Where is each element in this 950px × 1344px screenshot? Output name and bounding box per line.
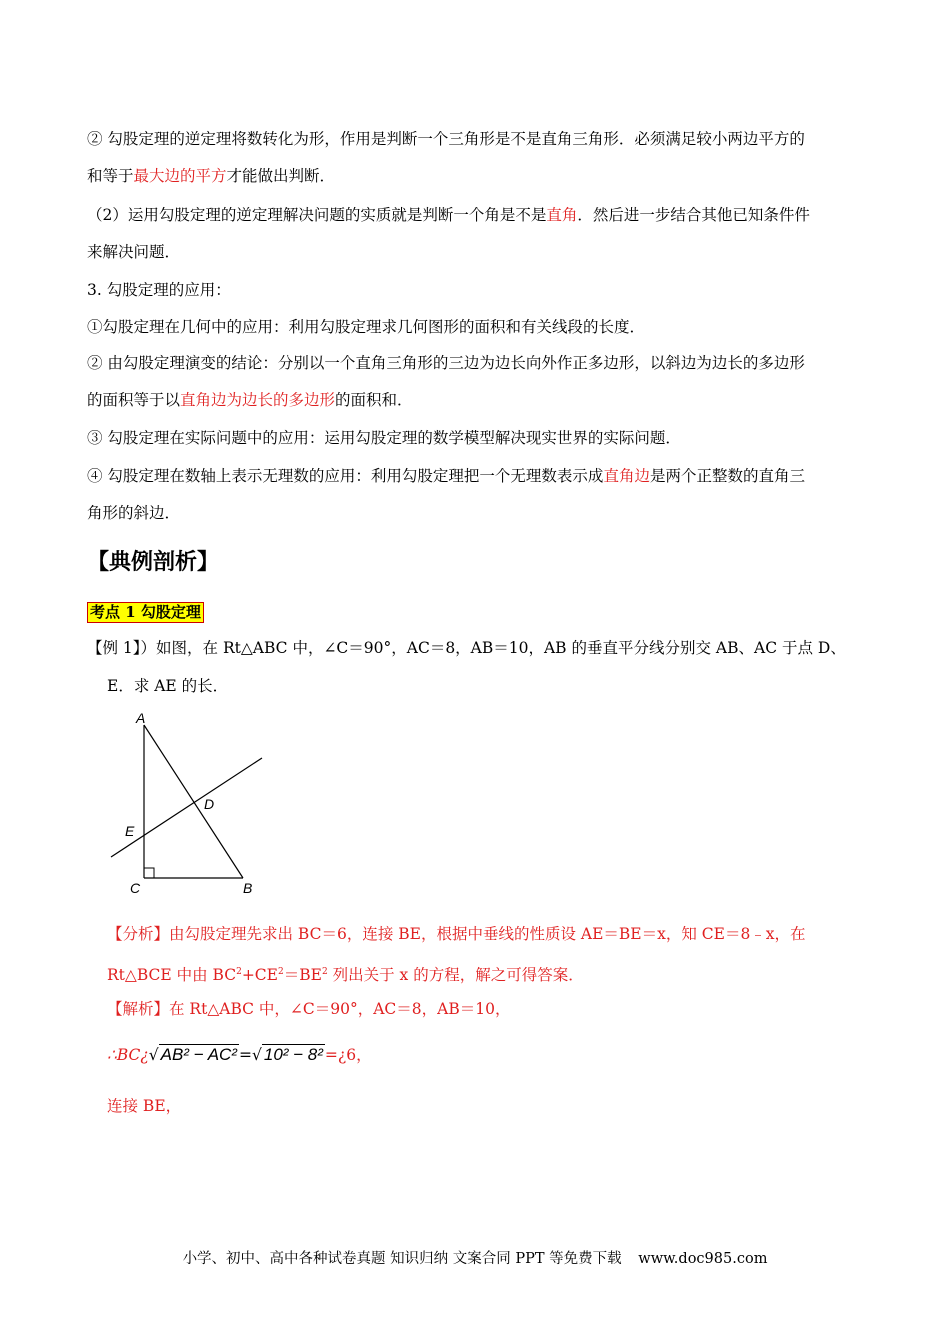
label-d: D [204, 796, 215, 812]
solution-line-1: 【解析】在 Rt△ABC 中，∠C＝90°，AC＝8，AB＝10， [107, 1000, 511, 1018]
paragraph-application-4a: ④ 勾股定理在数轴上表示无理数的应用：利用勾股定理把一个无理数表示成直角边是两个正整数的直角三 [87, 467, 805, 485]
radical-ab-ac: AB² − AC² [160, 1045, 237, 1064]
analysis-line-2: Rt△BCE 中由 $BC^2+CE^2=BE^2$ 列出关于 x 的方程，解之可得答案． [107, 966, 584, 985]
right-angle-mark [144, 868, 154, 878]
perpendicular-bisector [111, 758, 262, 857]
segment-ab [144, 725, 243, 878]
paragraph-converse-theorem-2: 和等于最大边的平方才能做出判断． [87, 167, 336, 185]
paragraph-application-2a: ② 由勾股定理演变的结论：分别以一个直角三角形的三边为边长向外作正多边形，以斜边为边长的多边形 [87, 354, 805, 372]
highlight-leg: 直角边 [603, 467, 650, 485]
footer-link[interactable]: www.doc985.com [638, 1251, 768, 1267]
paragraph-applications-title: 3. 勾股定理的应用： [87, 281, 231, 299]
paragraph-converse-essence-2: 来解决问题． [87, 243, 181, 261]
paragraph-converse-essence-1: （2）运用勾股定理的逆定理解决问题的实质就是判断一个角是不是直角．然后进一步结合其他已知条件件 [87, 206, 810, 224]
radical-sign: √ [148, 1046, 159, 1064]
example-line-1: 【例 1】）如图，在 Rt△ABC 中，∠C＝90°，AC＝8，AB＝10，AB 的垂直平分线分别交 AB、AC 于点 D、 [87, 639, 846, 657]
label-e: E [125, 823, 135, 839]
section-heading: 【典例剖析】 [87, 549, 220, 575]
paragraph-application-1: ①勾股定理在几何中的应用：利用勾股定理求几何图形的面积和有关线段的长度． [87, 318, 646, 336]
solution-line-3: 连接 BE， [107, 1097, 182, 1115]
paragraph-application-3: ③ 勾股定理在实际问题中的应用：运用勾股定理的数学模型解决现实世界的实际问题． [87, 429, 681, 447]
paragraph-application-2b: 的面积等于以直角边为边长的多边形的面积和． [87, 391, 413, 409]
page-footer [0, 1247, 950, 1268]
label-b: B [243, 880, 253, 896]
example-line-2: E．求 AE 的长． [107, 677, 229, 695]
radical-10-8: 10² − 8² [263, 1045, 323, 1064]
topic-badge: 考点 1 勾股定理 [87, 602, 204, 623]
paragraph-converse-theorem-1: ② 勾股定理的逆定理将数转化为形，作用是判断一个三角形是不是直角三角形．必须满足较小两边平方的 [87, 130, 805, 148]
highlight-leg-polygon: 直角边为边长的多边形 [180, 391, 336, 409]
label-a: A [136, 710, 146, 726]
solution-formula: ∴BC¿√ AB² − AC² =√ 10² − 8² =¿6， [107, 1043, 897, 1067]
triangle-figure [100, 705, 280, 900]
paragraph-application-4b: 角形的斜边． [87, 504, 181, 522]
label-c: C [130, 880, 141, 896]
radical-sign-2: √ [251, 1046, 262, 1064]
footer-text: 小学、初中、高中各种试卷真题 知识归纳 文案合同 PPT 等免费下载 [182, 1251, 622, 1267]
highlight-right-angle: 直角 [546, 206, 578, 224]
analysis-line-1: 【分析】由勾股定理先求出 BC＝6，连接 BE，根据中垂线的性质设 AE＝BE＝x，知 CE＝8﹣x，在 [107, 925, 806, 943]
highlight-largest-side: 最大边的平方 [133, 167, 227, 185]
